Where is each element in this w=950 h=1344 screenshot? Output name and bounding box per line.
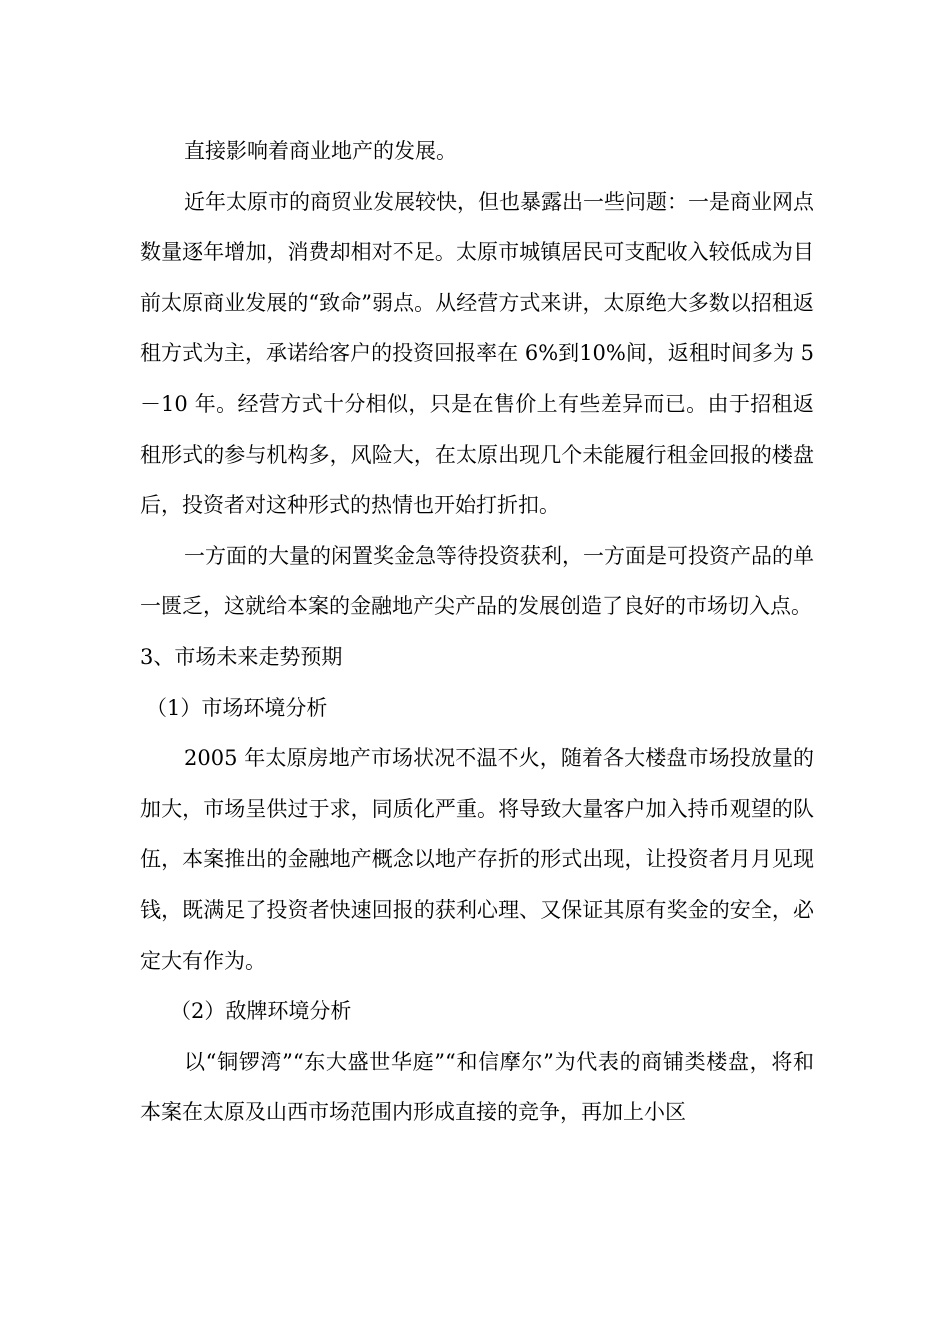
paragraph-continuation: 直接影响着商业地产的发展。 <box>184 139 457 163</box>
subsection-heading-market-environment: （1）市场环境分析 <box>146 695 328 720</box>
paragraph-market-environment: 2005 年太原房地产市场状况不温不火，随着各大楼盘市场投放量的加大，市场呈供过于求，同质化严重。将导致大量客户加入持币观望的队伍，本案推出的金融地产概念以地产存折的形式出现，让投资者月月见现钱，既满足了投资者快速回报的获利心理、又保证其原有奖金的安全，必定大有作为。 <box>140 746 814 973</box>
paragraph-competitor-environment: 以“铜锣湾”“东大盛世华庭”“和信摩尔”为代表的商铺类楼盘，将和本案在太原及山西市场范围内形成直接的竞争，再加上小区 <box>140 1049 814 1125</box>
document-body <box>140 126 814 1138</box>
subsection-heading-competitor-environment: （2）敌牌环境分析 <box>170 999 352 1024</box>
section-heading: 3、市场未来走势预期 <box>140 644 343 669</box>
paragraph-investment-opportunity: 一方面的大量的闲置奖金急等待投资获利，一方面是可投资产品的单一匮乏，这就给本案的金融地产尖产品的发展创造了良好的市场切入点。 <box>140 543 814 619</box>
paragraph-business-development: 近年太原市的商贸业发展较快，但也暴露出一些问题：一是商业网点数量逐年增加，消费却相对不足。太原市城镇居民可支配收入较低成为目前太原商业发展的“致命”弱点。从经营方式来讲，太原绝大多数以招租返租方式为主，承诺给客户的投资回报率在 6%到10%间，返租时间多为 5－10 年。经营方式十分相似，只是在售价上有些差异而已。由于招租返租形式的参与机构多，风险大，在太原出现几个未能履行租金回报的楼盘后，投资者对这种形式的热情也开始打折扣。 <box>140 189 814 518</box>
